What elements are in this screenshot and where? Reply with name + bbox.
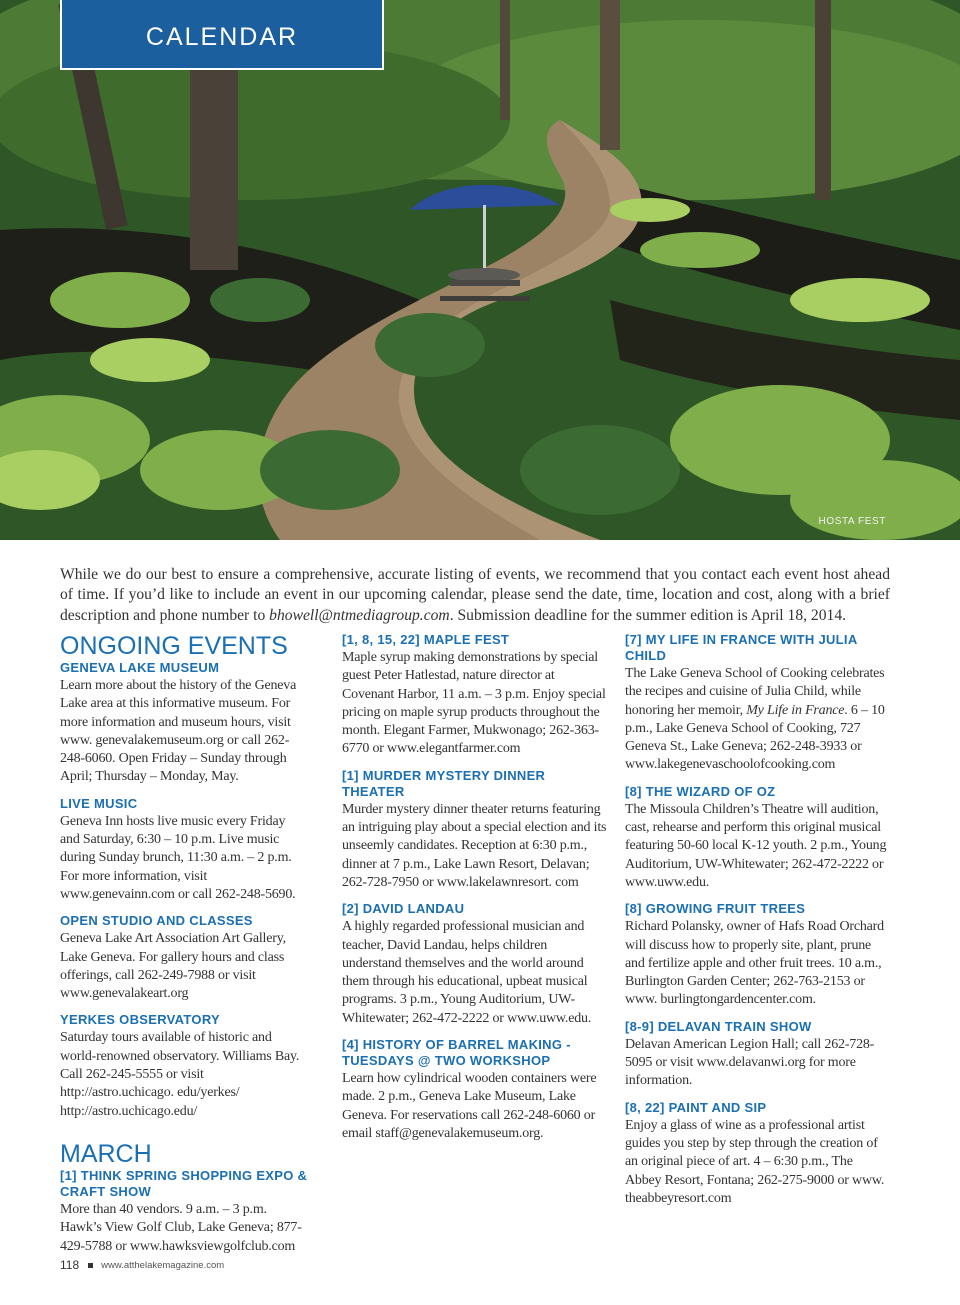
event-title: YERKES OBSERVATORY <box>60 1012 220 1028</box>
column-right <box>625 632 890 1217</box>
event-description-start: The Lake Geneva School of Cooking celebrates the recipes and cuisine of Julia Child, while honoring her memoir, <box>625 666 885 718</box>
event-item <box>625 784 890 892</box>
page-number: 118 <box>60 1258 80 1272</box>
column-left <box>60 632 308 1265</box>
event-title: OPEN STUDIO AND CLASSES <box>60 913 253 929</box>
event-description: More than 40 vendors. 9 a.m. – 3 p.m. Hawk’s View Golf Club, Lake Geneva; 877-429-5788 or www.hawksviewgolfclub.com <box>60 1201 302 1254</box>
intro-paragraph <box>60 565 890 627</box>
footer-url[interactable]: www.atthelakemagazine.com <box>101 1259 225 1271</box>
event-description: Learn how cylindrical wooden containers were made. 2 p.m., Geneva Lake Museum, Lake Geneva. For reservations call 262-248-6060 or email staff@genevalakemuseum.org. <box>342 1071 597 1141</box>
event-item <box>60 1168 308 1256</box>
event-title: [4] HISTORY OF BARREL MAKING - TUESDAYS @ TWO WORKSHOP <box>342 1037 571 1069</box>
book-title: My Life in France <box>746 702 845 718</box>
event-title: [1] MURDER MYSTERY DINNER THEATER <box>342 767 546 799</box>
event-title: GENEVA LAKE MUSEUM <box>60 660 220 675</box>
banner-title: CALENDAR <box>145 22 299 51</box>
event-item <box>625 632 890 775</box>
square-bullet-icon <box>88 1263 93 1268</box>
intro-text-after: . Submission deadline for the summer edition is April 18, 2014. <box>449 606 847 624</box>
event-description <box>625 665 890 775</box>
intro-text-before: While we do our best to ensure a comprehensive, accurate listing of events, we recommend that you contact each event host ahead of time. If you’d like to include an event in our upcoming calendar, please send the date, time, location and cost, along with a brief description and phone number to <box>60 565 890 624</box>
event-description: Richard Polansky, owner of Hafs Road Orchard will discuss how to properly site, plant, prune and fertilize apple and other fruit trees. 10 a.m., Burlington Garden Center; 262-763-2153 or www. burlingtongardencenter.com. <box>625 919 884 1008</box>
event-item <box>342 901 607 1028</box>
event-item <box>625 1019 890 1091</box>
calendar-banner <box>60 0 384 70</box>
section-title-march: MARCH <box>60 1139 152 1168</box>
event-description: Saturday tours available of historic and world-renowned observatory. Williams Bay. Call 262-245-5555 or visit http://astro.uchicago. edu/yerkes/ http://astro.uchicago.edu/ <box>60 1030 300 1119</box>
section-title-ongoing: ONGOING EVENTS <box>60 632 288 660</box>
event-title: [1, 8, 15, 22] MAPLE FEST <box>342 632 510 647</box>
garden-illustration <box>0 0 960 540</box>
page-footer <box>60 1258 224 1272</box>
event-title: [8, 22] PAINT AND SIP <box>625 1099 767 1115</box>
event-item <box>625 1100 890 1208</box>
event-description: The Missoula Children’s Theatre will audition, cast, rehearse and perform this original musical featuring 50-60 local K-12 youth. 2 p.m., Young Auditorium, UW-Whitewater; 262-472-2222 or www.uww.edu. <box>625 801 887 890</box>
event-description: A highly regarded professional musician and teacher, David Landau, helps children understand themselves and the world around them through his educational, upbeat musical programs. 3 p.m., Young Auditorium, UW-Whitewater; 262-472-2222 or www.uww.edu. <box>342 919 592 1026</box>
event-title: LIVE MUSIC <box>60 795 138 811</box>
event-title: [8-9] DELAVAN TRAIN SHOW <box>625 1018 812 1034</box>
event-description: Geneva Lake Art Association Art Gallery, Lake Geneva. For gallery hours and class offerings, call 262-249-7988 or visit www.genevalakeart.org <box>60 931 286 1002</box>
event-description: Enjoy a glass of wine as a professional artist guides you step by step through the creation of an original piece of art. 4 – 6:30 p.m., The Abbey Resort, Fontana; 262-275-9000 or www. theabbeyresort.com <box>625 1117 885 1206</box>
event-description: Murder mystery dinner theater returns featuring an intriguing play about a special election and its unseemly candidates. Reception at 6:30 p.m., dinner at 7 p.m., Lake Lawn Resort, Delavan; 262-728-7950 or www.lakelawnresort. com <box>342 801 607 890</box>
event-title: [8] THE WIZARD OF OZ <box>625 783 776 799</box>
event-item <box>60 796 308 904</box>
photo-caption: HOSTA FEST <box>818 516 886 527</box>
event-item <box>60 1012 308 1120</box>
event-item <box>342 768 607 892</box>
hero-photo <box>0 0 960 540</box>
column-middle <box>342 632 607 1152</box>
event-title: [2] DAVID LANDAU <box>342 901 465 917</box>
event-item <box>625 901 890 1009</box>
event-item <box>342 1037 607 1143</box>
event-item <box>60 660 308 787</box>
event-description-end: . 6 – 10 p.m., Lake Geneva School of Cooking, 727 Geneva St., Lake Geneva; 262-248-3933 or www.lakegenevaschoolofcooking.com <box>625 702 885 773</box>
event-title: [1] THINK SPRING SHOPPING EXPO & CRAFT SHOW <box>60 1167 308 1199</box>
event-description: Learn more about the history of the Geneva Lake area at this informative museum. For more information and museum hours, visit www. genevalakemuseum.org or call 262-248-6060. Open Friday – Sunday through April; Thursday – Monday, May. <box>60 678 297 785</box>
event-item <box>60 913 308 1003</box>
event-item <box>342 632 607 759</box>
event-description: Geneva Inn hosts live music every Friday and Saturday, 6:30 – 10 p.m. Live music during Sunday brunch, 11:30 a.m. – 2 p.m. For more information, visit www.genevainn.com or call 262-248-5690. <box>60 813 296 902</box>
submission-email[interactable]: bhowell@ntmediagroup.com <box>269 606 450 624</box>
event-title: [7] MY LIFE IN FRANCE WITH JULIA CHILD <box>625 632 858 663</box>
event-description: Maple syrup making demonstrations by special guest Peter Hatlestad, nature director at Covenant Harbor, 11 a.m. – 3 p.m. Enjoy special pricing on maple syrup products throughout the month. Elegant Farmer, Mukwonago; 262-363-6770 or www.elegantfarmer.com <box>342 650 606 757</box>
event-title: [8] GROWING FRUIT TREES <box>625 901 806 917</box>
event-description: Delavan American Legion Hall; call 262-728-5095 or visit www.delavanwi.org for more information. <box>625 1036 875 1089</box>
